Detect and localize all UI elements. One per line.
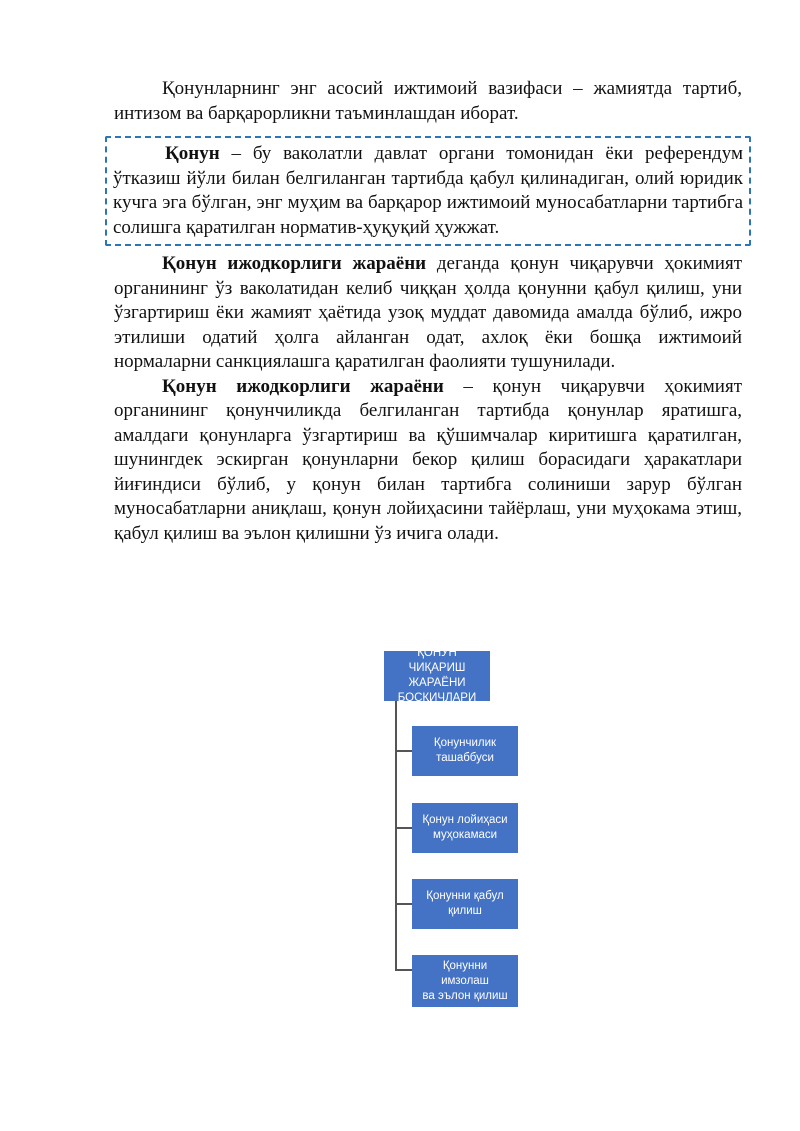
root-line-3: БОСҚИЧЛАРИ [397,692,477,704]
diagram-step-2 [412,803,518,853]
paragraph-process-definition [114,375,742,547]
definition-text: – бу ваколатли давлат органи томонидан ёки референдум ўтказиш йўли билан белгиланган тартибда қабул қилинадиган, олий юридик кучга эга бўлган, энг муҳим ва барқарор ижтимоий муносабатларни тартибга солишга қаратилган норматив-ҳуқуқий ҳужжат. [113,143,743,238]
diagram-branch-2 [395,827,413,829]
document-body [114,77,742,546]
diagram-step-1 [412,726,518,776]
diagram-branch-1 [395,750,413,752]
term-qonun: Қонун [165,143,220,164]
process-definition-text: – қонун чиқарувчи ҳокимият органининг қонунчиликда белгиланган тартибда қонунлар яратишга, амалдаги қонунларга ўзгартириш ва қўшимчалар киритишга қаратилган, шунингдек эскирган қонунларни бекор қилиш борасидаги ҳаракатлари йиғиндиси бўлиб, у қонун билан тартибга солиниши зарур бўлган муносабатларни аниқлаш, қонун лойиҳасини тайёрлаш, уни муҳокама этиш, қабул қилиш ва эълон қилишни ўз ичига олади. [114,375,743,544]
step-3-line-1: Қонунни қабул [426,890,504,902]
term-process-2: Қонун ижодкорлиги жараёни [162,375,444,397]
step-3-line-2: қилиш [448,905,482,917]
diagram-step-4 [412,955,518,1007]
definition-box [105,136,751,246]
process-meaning-text: деганда қонун чиқарувчи ҳокимият органининг ўз ваколатидан келиб чиққан ҳолда қонунни қабул қилиш, уни ўзгартириш ёки жамият ҳаётида узоқ муддат давомида амалда бўлиб, ижро этилиши одатий ҳолга айланган одат, ахлоқ ёки бошқа ижтимоий нормаларни санкциялашга қаратилган фаолияти тушунилади. [114,253,742,372]
step-4-line-3: ва эълон қилиш [422,989,508,1002]
step-1-line-2: ташаббуси [436,752,494,764]
diagram-step-3 [412,879,518,929]
step-1-line-1: Қонунчилик [433,737,497,749]
root-line-1: ҚОНУН ЧИҚАРИШ [408,647,466,674]
step-2-line-1: Қонун лойиҳаси [422,814,508,826]
paragraph-definition [113,142,743,240]
paragraph-process-meaning [114,252,742,375]
step-4-line-2: имзолаш [441,974,489,987]
root-line-2: ЖАРАЁНИ [408,677,466,689]
diagram-branch-4 [395,969,413,971]
diagram-root-box [384,647,490,704]
diagram-branch-3 [395,903,413,905]
step-2-line-2: муҳокамаси [432,829,498,841]
paragraph-intro: Қонунларнинг энг асосий ижтимоий вазифаси – жамиятда тартиб, интизом ва барқарорликни таъминлашдан иборат. [114,78,742,124]
term-process-1: Қонун ижодкорлиги жараёни [162,253,427,274]
diagram-trunk-line [395,700,397,971]
step-4-line-1: Қонунни [442,959,488,972]
